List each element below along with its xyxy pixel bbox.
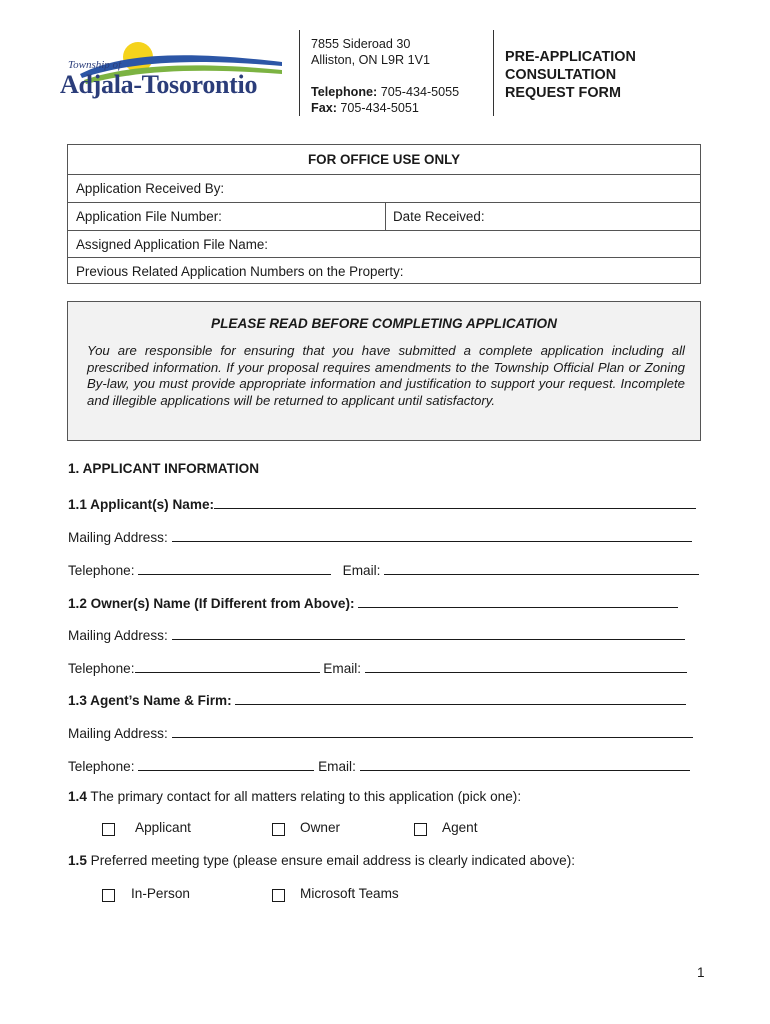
microsoft-teams-option-label: Microsoft Teams	[300, 886, 399, 901]
agent-option-label: Agent	[442, 820, 478, 835]
date-received-label: Date Received:	[393, 209, 485, 224]
applicant-name-field[interactable]	[214, 494, 696, 509]
office-row-assigned-name: Assigned Application File Name:	[68, 230, 700, 257]
notice-box	[67, 301, 701, 441]
meeting-type-question: 1.5 Preferred meeting type (please ensure email address is clearly indicated above):	[68, 853, 576, 868]
header-divider-right	[493, 30, 494, 116]
applicant-option-label: Applicant	[135, 820, 191, 835]
owner-contact-row: Telephone: Email:	[68, 658, 687, 676]
owner-checkbox[interactable]	[272, 823, 285, 836]
owner-option-label: Owner	[300, 820, 341, 835]
section1-heading: 1. APPLICANT INFORMATION	[68, 461, 260, 476]
in-person-checkbox[interactable]	[102, 889, 115, 902]
applicant-mailing-field[interactable]	[172, 527, 692, 542]
owner-name-row: 1.2 Owner(s) Name (If Different from Above):	[68, 593, 678, 611]
office-use-heading: FOR OFFICE USE ONLY	[307, 152, 461, 167]
agent-mailing-row: Mailing Address:	[68, 723, 693, 741]
applicant-email-field[interactable]	[384, 560, 699, 575]
township-logo	[60, 40, 285, 106]
agent-telephone-field[interactable]	[138, 756, 314, 771]
fax-line: Fax: 705-434-5051	[311, 101, 419, 115]
applicant-telephone-field[interactable]	[138, 560, 331, 575]
agent-mailing-field[interactable]	[172, 723, 693, 738]
office-row-received-by: Application Received By:	[68, 174, 700, 202]
logo-township-name: Adjala-Tosorontio	[60, 70, 258, 99]
office-row-file-number: Application File Number: Date Received:	[68, 202, 700, 230]
notice-body: You are responsible for ensuring that you have submitted a complete application including all prescribed information. If your proposal requires amendments to the Township Official Plan or Zoning By-law, you must provide appropriate information and justification to support your request. Incomplete and illegible applications will be returned to applicant until satisfactory.	[87, 343, 685, 409]
owner-name-field[interactable]	[358, 593, 678, 608]
microsoft-teams-checkbox[interactable]	[272, 889, 285, 902]
address-line2: Alliston, ON L9R 1V1	[311, 53, 430, 67]
office-cell-divider	[385, 202, 386, 230]
in-person-option-label: In-Person	[131, 886, 190, 901]
applicant-name-row: 1.1 Applicant(s) Name:	[68, 494, 696, 512]
owner-mailing-field[interactable]	[172, 625, 685, 640]
agent-contact-row: Telephone: Email:	[68, 756, 690, 774]
owner-telephone-field[interactable]	[135, 658, 320, 673]
agent-name-row: 1.3 Agent’s Name & Firm:	[68, 690, 686, 708]
logo-small-text: Township of	[68, 59, 122, 71]
owner-mailing-row: Mailing Address:	[68, 625, 685, 643]
page-number: 1	[697, 965, 705, 980]
contact-address	[311, 36, 459, 116]
applicant-checkbox[interactable]	[102, 823, 115, 836]
form-title: PRE-APPLICATION CONSULTATION REQUEST FORM	[505, 49, 636, 101]
address-line1: 7855 Sideroad 30	[311, 37, 411, 51]
header-divider-left	[299, 30, 300, 116]
primary-contact-question: 1.4 The primary contact for all matters relating to this application (pick one):	[68, 789, 522, 804]
agent-name-field[interactable]	[235, 690, 686, 705]
applicant-contact-row: Telephone: Email:	[68, 560, 699, 578]
notice-heading: PLEASE READ BEFORE COMPLETING APPLICATION	[211, 316, 557, 331]
telephone-line: Telephone: 705-434-5055	[311, 85, 460, 99]
agent-checkbox[interactable]	[414, 823, 427, 836]
applicant-mailing-row: Mailing Address:	[68, 527, 692, 545]
agent-email-field[interactable]	[360, 756, 690, 771]
office-use-table	[67, 144, 701, 284]
office-row-previous: Previous Related Application Numbers on the Property:	[68, 257, 700, 284]
owner-email-field[interactable]	[365, 658, 687, 673]
